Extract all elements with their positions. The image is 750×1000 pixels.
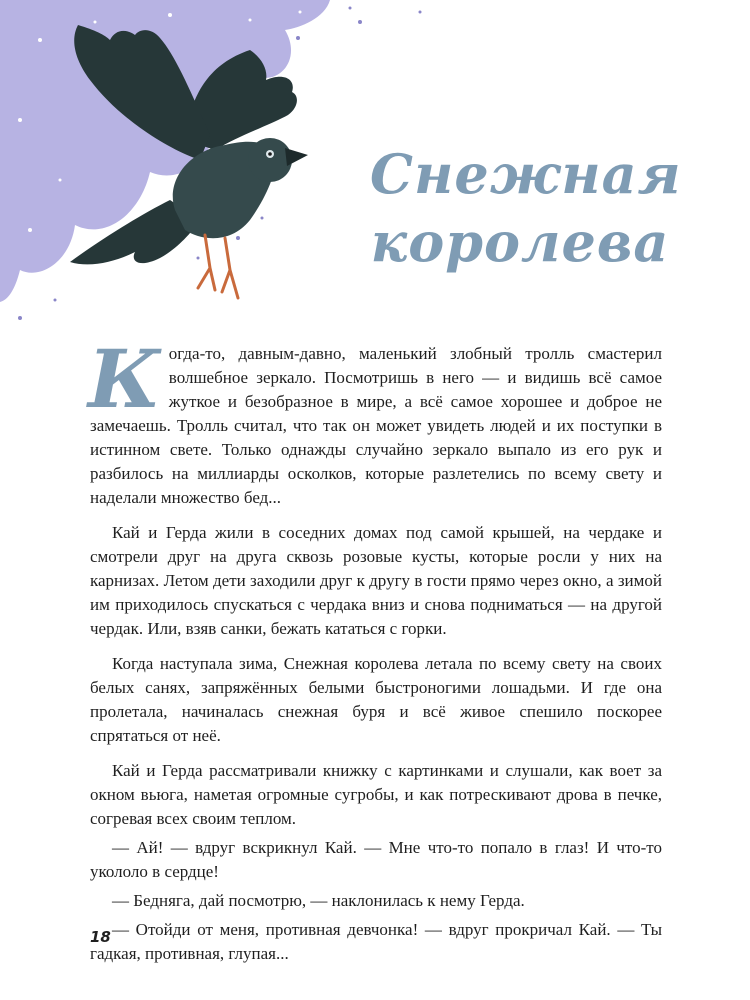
page-title xyxy=(370,140,682,276)
dialogue-3: — Отойди от меня, противная девчонка! — вдруг прокричал Кай. — Ты гадкая, противная, глупая... xyxy=(90,920,662,963)
drop-cap: К xyxy=(88,332,161,426)
paragraph-4: Кай и Герда рассматривали книжку с картинками и слушали, как воет за окном вьюга, наметая огромные сугробы, и как потрескивают дрова в печке, согревая всех своим теплом. xyxy=(90,761,662,828)
paragraph-2: Кай и Герда жили в соседних домах под самой крышей, на чердаке и смотрели друг на друга сквозь розовые кусты, которые росли у них на карнизах. Летом дети заходили друг к другу в гости прямо через окно, а зимой им приходилось спускаться с чердака вниз и снова подниматься — на другой чердак. Или, взяв санки, бежать кататься с горки. xyxy=(90,523,662,638)
paragraph-3: Когда наступала зима, Снежная королева летала по всему свету на своих белых санях, запряжённых белыми быстроногими лошадьми. И где она пролетала, начиналась снежная буря и всё живое спешило поскорее спрятаться от неё. xyxy=(90,654,662,745)
dialogue-1: — Ай! — вдруг вскрикнул Кай. — Мне что-то попало в глаз! И что-то укололо в сердце! xyxy=(90,838,662,881)
title-line-1: Снежная xyxy=(370,142,682,206)
page-number: 18 xyxy=(90,928,111,946)
title-line-2: королева xyxy=(370,210,670,274)
paragraph-1 xyxy=(88,332,662,510)
dialogue-2: — Бедняга, дай посмотрю, — наклонилась к нему Герда. xyxy=(112,891,525,910)
paragraph-1-text: огда-то, давным-давно, маленький злобный тролль смастерил волшебное зеркало. Посмотришь в него — и видишь всё самое жуткое и безобразное в мире, а всё самое хорошее и доброе не замечаешь. Тролль считал, что так он может увидеть людей и их поступки в истинном свете. Только однажды случайно зеркало выпало из его рук и разбилось на миллиарды осколков, которые разлетелись по всему свету и наделали множество бед... xyxy=(90,344,662,507)
story-text xyxy=(88,332,662,971)
